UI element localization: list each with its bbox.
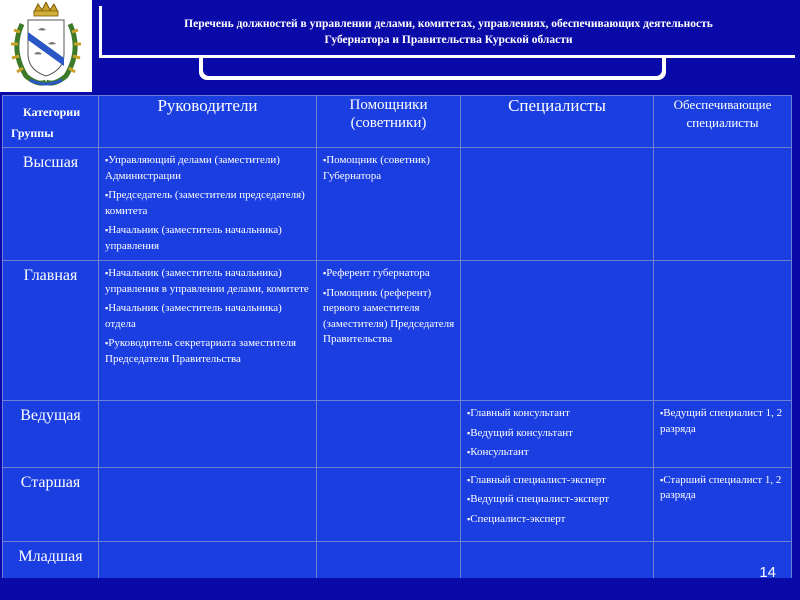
list-item: ▪ Консультант	[467, 445, 648, 461]
footer-band	[0, 578, 800, 600]
table-cell	[99, 261, 317, 401]
page-title	[102, 16, 795, 48]
title-line-1: Перечень должностей в управлении делами, комитетах, управлениях, обеспечивающих деятельность	[184, 18, 713, 30]
table-header-row	[3, 96, 792, 148]
list-item: ▪ Начальник (заместитель начальника) управления в управлении делами, комитете	[105, 266, 311, 297]
table-cell	[654, 467, 792, 541]
table-cell	[317, 261, 461, 401]
table-row	[3, 148, 792, 261]
group-label: Главная	[3, 261, 99, 401]
list-item: ▪ Специалист-эксперт	[467, 512, 648, 528]
table-row	[3, 261, 792, 401]
emblem-frame	[0, 0, 92, 92]
list-item: ▪ Помощник (советник) Губернатора	[323, 153, 455, 184]
group-label: Высшая	[3, 148, 99, 261]
list-item: ▪ Ведущий специалист-эксперт	[467, 492, 648, 508]
list-item: ▪ Начальник (заместитель начальника) управления	[105, 223, 311, 254]
list-item: ▪ Помощник (референт) первого заместителя (заместителя) Председателя Правительства	[323, 286, 455, 348]
list-item: ▪ Ведущий специалист 1, 2 разряда	[660, 406, 786, 437]
list-item: ▪ Ведущий консультант	[467, 426, 648, 442]
table-cell	[317, 148, 461, 261]
table-cell	[461, 261, 654, 401]
list-item: ▪ Главный специалист-эксперт	[467, 473, 648, 489]
table-row	[3, 467, 792, 541]
table-cell	[654, 401, 792, 468]
table-cell	[461, 401, 654, 468]
table-cell	[99, 401, 317, 468]
list-item: ▪ Начальник (заместитель начальника) отдела	[105, 301, 311, 332]
page-number: 14	[759, 564, 776, 581]
corner-cell	[3, 96, 99, 148]
positions-table	[2, 95, 792, 588]
title-box	[99, 6, 795, 58]
title-underbar	[199, 58, 666, 80]
header-assistants: Помощники (советники)	[317, 96, 461, 148]
corner-categories-label: Категории	[23, 105, 81, 119]
corner-groups-label: Группы	[11, 126, 54, 140]
table-cell	[99, 467, 317, 541]
group-label: Ведущая	[3, 401, 99, 468]
table-cell	[654, 261, 792, 401]
group-label: Старшая	[3, 467, 99, 541]
header-specialists: Специалисты	[461, 96, 654, 148]
list-item: ▪ Руководитель секретариата заместителя Председателя Правительства	[105, 336, 311, 367]
group-label: Младшая	[3, 541, 99, 587]
header-support-specialists: Обеспечивающие специалисты	[654, 96, 792, 148]
list-item: ▪ Старший специалист 1, 2 разряда	[660, 473, 786, 504]
table-cell	[99, 148, 317, 261]
table-cell	[317, 467, 461, 541]
kursk-coat-of-arms-icon	[4, 2, 88, 88]
table-cell	[461, 467, 654, 541]
list-item: ▪ Председатель (заместители председателя) комитета	[105, 188, 311, 219]
list-item: ▪ Референт губернатора	[323, 266, 455, 282]
list-item: ▪ Управляющий делами (заместители) Администрации	[105, 153, 311, 184]
title-line-2: Губернатора и Правительства Курской области	[324, 34, 573, 46]
table-cell	[461, 148, 654, 261]
header-managers: Руководители	[99, 96, 317, 148]
table-row	[3, 401, 792, 468]
table-cell	[317, 401, 461, 468]
table-cell	[654, 148, 792, 261]
list-item: ▪ Главный консультант	[467, 406, 648, 422]
